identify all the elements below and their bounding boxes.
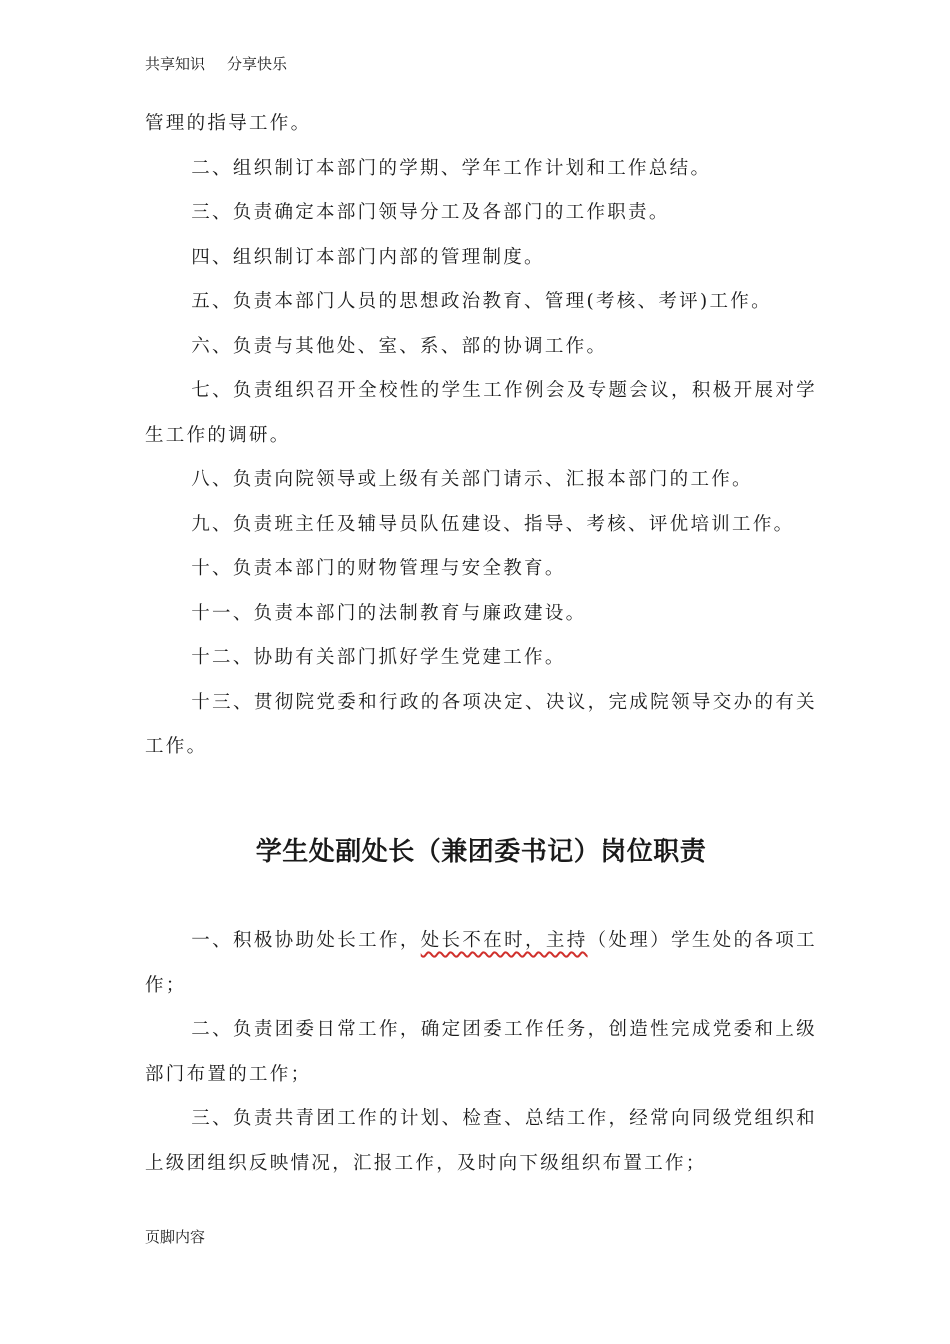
duties-list-continued [145,102,817,770]
red-wavy-underlined-text: 处长不在时，主持 [420,930,588,951]
duty-item-3: 三、负责确定本部门领导分工及各部门的工作职责。 [191,202,670,223]
header-left-text: 共享知识 [145,55,206,73]
deputy-duty-item-3: 三、负责共青团工作的计划、检查、总结工作，经常向同级党组织和上级团组织反映情况，汇报工作，及时向下级组织布置工作； [145,1108,817,1174]
section-title: 学生处副处长（兼团委书记）岗位职责 [255,837,707,867]
duty-item-9: 九、负责班主任及辅导员队伍建设、指导、考核、评优培训工作。 [191,513,795,535]
page-footer: 页脚内容 [145,1228,206,1246]
deputy-duty-item-1-after: （处理）学生处的各项工作； [145,930,817,996]
duty-item-13: 十三、贯彻院党委和行政的各项决定、决议，完成院领导交办的有关工作。 [145,691,817,757]
duty-item-5: 五、负责本部门人员的思想政治教育、管理(考核、考评)工作。 [191,291,772,312]
header-right-text: 分享快乐 [227,55,288,73]
paragraph-continuation: 管理的指导工作。 [145,113,312,134]
deputy-duty-item-2: 二、负责团委日常工作，确定团委工作任务，创造性完成党委和上级部门布置的工作； [145,1019,817,1085]
deputy-duties-list [145,919,817,1186]
deputy-duty-item-1 [145,919,817,1008]
duty-item-7: 七、负责组织召开全校性的学生工作例会及专题会议，积极开展对学生工作的调研。 [145,380,817,446]
page-header [145,54,287,74]
deputy-duty-item-1-before: 一、积极协助处长工作， [191,930,421,951]
duty-item-2: 二、组织制订本部门的学期、学年工作计划和工作总结。 [191,157,712,179]
duty-item-12: 十二、协助有关部门抓好学生党建工作。 [191,647,566,668]
duty-item-6: 六、负责与其他处、室、系、部的协调工作。 [191,335,608,357]
duty-item-10: 十、负责本部门的财物管理与安全教育。 [191,558,566,579]
duty-item-11: 十一、负责本部门的法制教育与廉政建设。 [191,602,587,624]
duty-item-8: 八、负责向院领导或上级有关部门请示、汇报本部门的工作。 [191,469,753,490]
duty-item-4: 四、组织制订本部门内部的管理制度。 [191,246,545,268]
